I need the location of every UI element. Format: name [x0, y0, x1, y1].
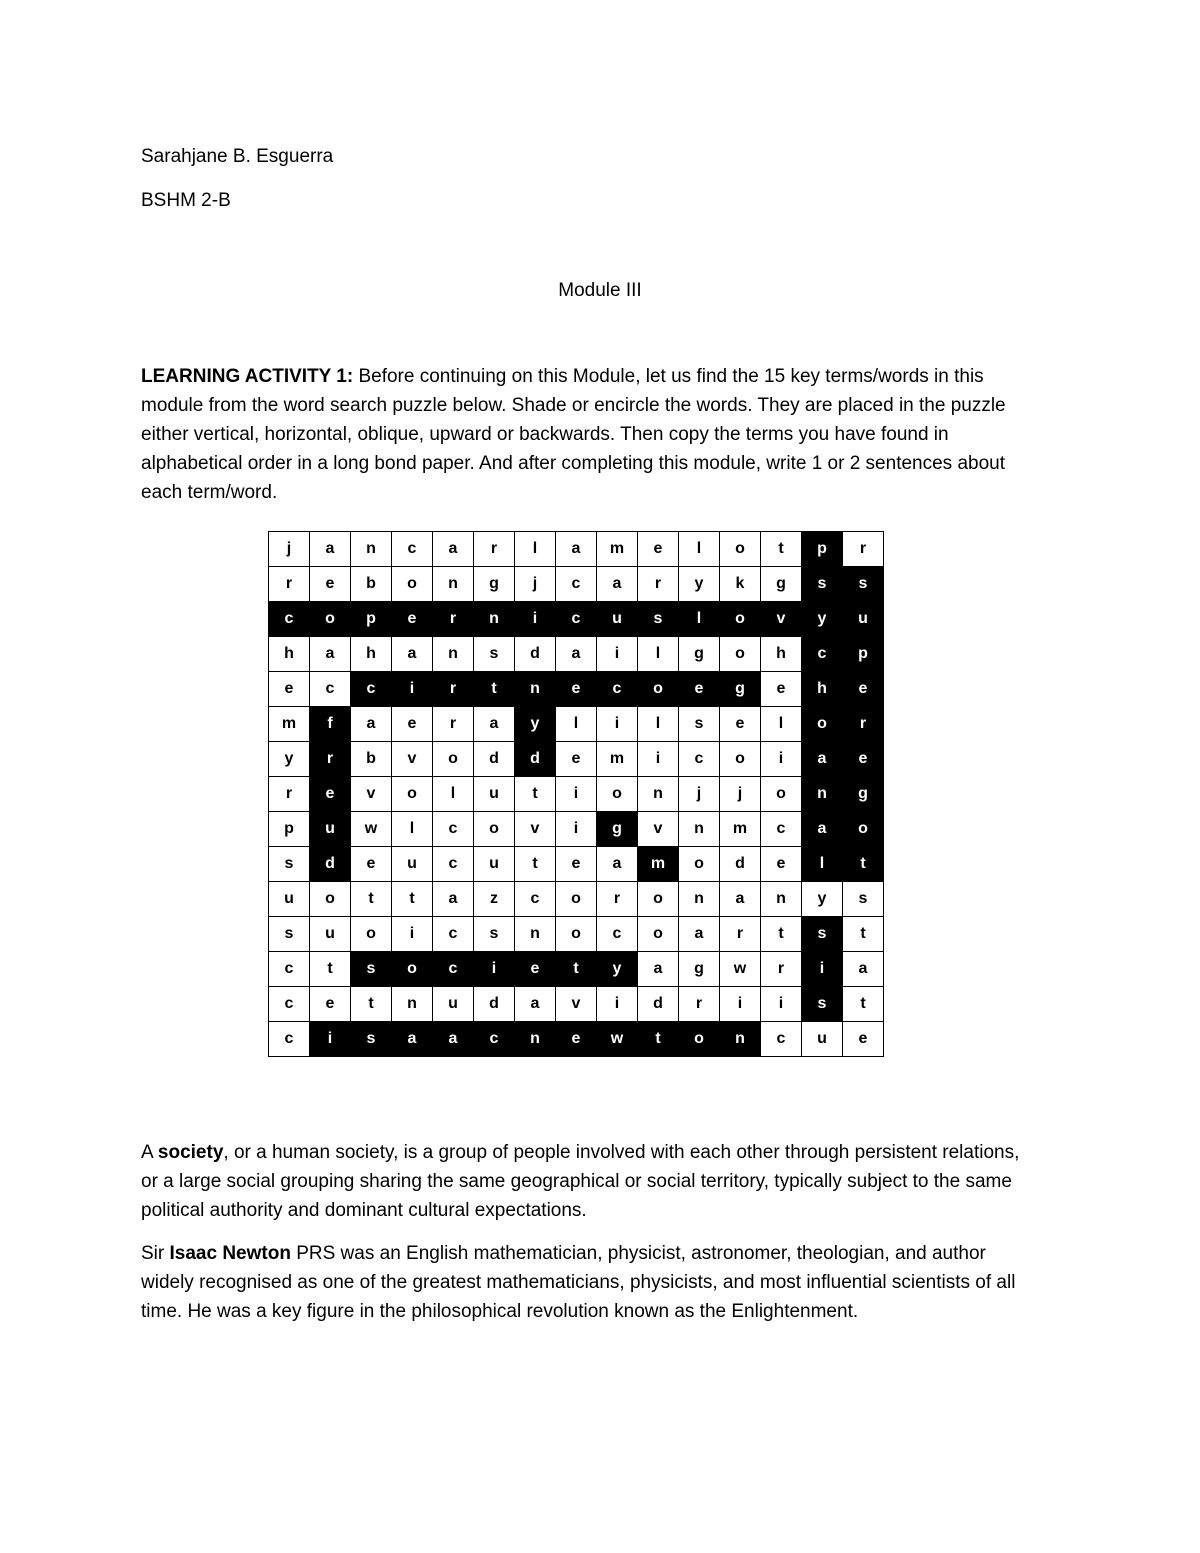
puzzle-cell[interactable]: o: [351, 917, 392, 952]
puzzle-cell[interactable]: m: [269, 707, 310, 742]
puzzle-cell[interactable]: a: [597, 567, 638, 602]
puzzle-row: [269, 567, 884, 602]
puzzle-cell[interactable]: d: [638, 987, 679, 1022]
puzzle-cell[interactable]: a: [433, 532, 474, 567]
puzzle-cell[interactable]: a: [720, 882, 761, 917]
puzzle-cell[interactable]: i: [802, 952, 843, 987]
puzzle-cell[interactable]: r: [597, 882, 638, 917]
puzzle-row: [269, 987, 884, 1022]
puzzle-cell[interactable]: r: [474, 532, 515, 567]
puzzle-cell[interactable]: v: [556, 987, 597, 1022]
puzzle-cell[interactable]: u: [802, 1022, 843, 1057]
puzzle-cell[interactable]: n: [515, 917, 556, 952]
puzzle-cell[interactable]: e: [556, 847, 597, 882]
module-title: Module III: [558, 280, 642, 301]
puzzle-cell[interactable]: c: [556, 602, 597, 637]
puzzle-cell[interactable]: t: [761, 532, 802, 567]
puzzle-cell[interactable]: c: [761, 812, 802, 847]
puzzle-cell[interactable]: e: [310, 987, 351, 1022]
puzzle-cell[interactable]: g: [597, 812, 638, 847]
instruction-line-5: each term/word.: [141, 482, 278, 503]
puzzle-cell[interactable]: l: [556, 707, 597, 742]
puzzle-cell[interactable]: c: [597, 917, 638, 952]
puzzle-cell[interactable]: e: [679, 672, 720, 707]
puzzle-cell[interactable]: o: [720, 602, 761, 637]
puzzle-cell[interactable]: r: [638, 567, 679, 602]
puzzle-cell[interactable]: s: [843, 882, 884, 917]
puzzle-cell[interactable]: m: [638, 847, 679, 882]
puzzle-cell[interactable]: l: [679, 532, 720, 567]
puzzle-cell[interactable]: o: [310, 602, 351, 637]
puzzle-cell[interactable]: n: [433, 637, 474, 672]
puzzle-cell[interactable]: c: [269, 1022, 310, 1057]
puzzle-cell[interactable]: o: [802, 707, 843, 742]
puzzle-cell[interactable]: p: [269, 812, 310, 847]
puzzle-cell[interactable]: e: [556, 672, 597, 707]
puzzle-cell[interactable]: d: [474, 987, 515, 1022]
puzzle-cell[interactable]: l: [433, 777, 474, 812]
puzzle-row: [269, 1022, 884, 1057]
puzzle-cell[interactable]: t: [351, 882, 392, 917]
puzzle-cell[interactable]: c: [269, 602, 310, 637]
puzzle-cell[interactable]: a: [310, 637, 351, 672]
puzzle-cell[interactable]: c: [474, 1022, 515, 1057]
puzzle-cell[interactable]: a: [802, 742, 843, 777]
puzzle-cell[interactable]: s: [269, 917, 310, 952]
puzzle-cell[interactable]: r: [843, 532, 884, 567]
society-line-3: political authority and dominant cultural expectations.: [141, 1200, 587, 1221]
puzzle-cell[interactable]: p: [351, 602, 392, 637]
society-paragraph: [141, 1138, 1071, 1225]
puzzle-cell[interactable]: r: [433, 602, 474, 637]
puzzle-cell[interactable]: o: [597, 777, 638, 812]
puzzle-cell[interactable]: c: [679, 742, 720, 777]
puzzle-row: [269, 952, 884, 987]
puzzle-cell[interactable]: n: [638, 777, 679, 812]
puzzle-cell[interactable]: z: [474, 882, 515, 917]
puzzle-cell[interactable]: m: [720, 812, 761, 847]
puzzle-cell[interactable]: a: [474, 707, 515, 742]
puzzle-cell[interactable]: i: [761, 742, 802, 777]
puzzle-cell[interactable]: u: [310, 812, 351, 847]
puzzle-cell[interactable]: o: [392, 777, 433, 812]
puzzle-cell[interactable]: i: [392, 672, 433, 707]
puzzle-cell[interactable]: n: [720, 1022, 761, 1057]
puzzle-cell[interactable]: a: [556, 532, 597, 567]
puzzle-cell[interactable]: e: [310, 567, 351, 602]
puzzle-cell[interactable]: s: [351, 952, 392, 987]
puzzle-cell[interactable]: e: [392, 602, 433, 637]
puzzle-cell[interactable]: c: [392, 532, 433, 567]
puzzle-cell[interactable]: g: [679, 952, 720, 987]
puzzle-cell[interactable]: b: [351, 742, 392, 777]
puzzle-cell[interactable]: a: [638, 952, 679, 987]
puzzle-cell[interactable]: s: [351, 1022, 392, 1057]
puzzle-cell[interactable]: l: [638, 637, 679, 672]
puzzle-cell[interactable]: s: [843, 567, 884, 602]
puzzle-cell[interactable]: n: [474, 602, 515, 637]
puzzle-cell[interactable]: n: [433, 567, 474, 602]
puzzle-cell[interactable]: c: [433, 847, 474, 882]
puzzle-cell[interactable]: i: [556, 777, 597, 812]
puzzle-cell[interactable]: o: [556, 882, 597, 917]
puzzle-cell[interactable]: i: [392, 917, 433, 952]
puzzle-cell[interactable]: o: [843, 812, 884, 847]
puzzle-cell[interactable]: v: [515, 812, 556, 847]
puzzle-cell[interactable]: e: [761, 672, 802, 707]
puzzle-cell[interactable]: g: [720, 672, 761, 707]
puzzle-cell[interactable]: h: [761, 637, 802, 672]
puzzle-cell[interactable]: t: [351, 987, 392, 1022]
puzzle-row: [269, 532, 884, 567]
puzzle-cell[interactable]: l: [802, 847, 843, 882]
puzzle-cell[interactable]: j: [269, 532, 310, 567]
puzzle-cell[interactable]: g: [474, 567, 515, 602]
puzzle-cell[interactable]: t: [515, 777, 556, 812]
puzzle-cell[interactable]: o: [720, 637, 761, 672]
puzzle-cell[interactable]: t: [515, 847, 556, 882]
puzzle-cell[interactable]: y: [679, 567, 720, 602]
puzzle-cell[interactable]: s: [474, 917, 515, 952]
puzzle-row: [269, 917, 884, 952]
puzzle-cell[interactable]: s: [802, 917, 843, 952]
puzzle-cell[interactable]: p: [802, 532, 843, 567]
puzzle-cell[interactable]: e: [392, 707, 433, 742]
puzzle-cell[interactable]: a: [351, 707, 392, 742]
puzzle-cell[interactable]: c: [433, 952, 474, 987]
puzzle-cell[interactable]: c: [269, 987, 310, 1022]
course-section: BSHM 2-B: [141, 190, 231, 211]
puzzle-cell[interactable]: u: [310, 917, 351, 952]
puzzle-cell[interactable]: y: [597, 952, 638, 987]
puzzle-cell[interactable]: c: [433, 917, 474, 952]
puzzle-cell[interactable]: n: [515, 672, 556, 707]
puzzle-cell[interactable]: c: [802, 637, 843, 672]
puzzle-cell[interactable]: e: [638, 532, 679, 567]
puzzle-cell[interactable]: e: [556, 1022, 597, 1057]
puzzle-cell[interactable]: e: [556, 742, 597, 777]
puzzle-cell[interactable]: h: [802, 672, 843, 707]
puzzle-cell[interactable]: l: [679, 602, 720, 637]
puzzle-cell[interactable]: t: [843, 917, 884, 952]
puzzle-cell[interactable]: o: [638, 882, 679, 917]
puzzle-row: [269, 637, 884, 672]
puzzle-cell[interactable]: s: [679, 707, 720, 742]
puzzle-cell[interactable]: c: [351, 672, 392, 707]
puzzle-row: [269, 672, 884, 707]
puzzle-cell[interactable]: k: [720, 567, 761, 602]
society-line-2: or a large social grouping sharing the same geographical or social territory, typically subject to the same: [141, 1171, 1012, 1192]
puzzle-cell[interactable]: o: [638, 917, 679, 952]
puzzle-cell[interactable]: t: [638, 1022, 679, 1057]
puzzle-cell[interactable]: l: [761, 707, 802, 742]
puzzle-cell[interactable]: a: [392, 1022, 433, 1057]
puzzle-cell[interactable]: t: [474, 672, 515, 707]
puzzle-cell[interactable]: s: [802, 567, 843, 602]
instruction-line-3: either vertical, horizontal, oblique, upward or backwards. Then copy the terms you have found in: [141, 424, 949, 445]
puzzle-cell[interactable]: u: [392, 847, 433, 882]
puzzle-cell[interactable]: e: [761, 847, 802, 882]
puzzle-cell[interactable]: h: [269, 637, 310, 672]
puzzle-cell[interactable]: o: [433, 742, 474, 777]
puzzle-cell[interactable]: u: [597, 602, 638, 637]
puzzle-cell[interactable]: u: [433, 987, 474, 1022]
puzzle-cell[interactable]: j: [679, 777, 720, 812]
puzzle-cell[interactable]: n: [515, 1022, 556, 1057]
puzzle-cell[interactable]: v: [392, 742, 433, 777]
puzzle-cell[interactable]: o: [679, 847, 720, 882]
puzzle-cell[interactable]: r: [433, 707, 474, 742]
puzzle-cell[interactable]: o: [679, 1022, 720, 1057]
newton-term: Isaac Newton: [169, 1243, 291, 1264]
puzzle-cell[interactable]: g: [679, 637, 720, 672]
puzzle-cell[interactable]: s: [638, 602, 679, 637]
puzzle-cell[interactable]: e: [843, 672, 884, 707]
student-name: Sarahjane B. Esguerra: [141, 146, 334, 167]
puzzle-row: [269, 882, 884, 917]
puzzle-cell[interactable]: o: [761, 777, 802, 812]
puzzle-cell[interactable]: g: [843, 777, 884, 812]
puzzle-cell[interactable]: y: [802, 882, 843, 917]
puzzle-cell[interactable]: v: [351, 777, 392, 812]
puzzle-cell[interactable]: e: [269, 672, 310, 707]
society-term: society: [157, 1142, 224, 1163]
activity-instructions: [141, 362, 1071, 507]
puzzle-cell[interactable]: a: [433, 882, 474, 917]
puzzle-cell[interactable]: v: [638, 812, 679, 847]
puzzle-cell[interactable]: h: [351, 637, 392, 672]
puzzle-cell[interactable]: a: [843, 952, 884, 987]
puzzle-cell[interactable]: y: [515, 707, 556, 742]
puzzle-cell[interactable]: i: [597, 637, 638, 672]
puzzle-cell[interactable]: r: [843, 707, 884, 742]
puzzle-cell[interactable]: j: [515, 567, 556, 602]
puzzle-cell[interactable]: e: [843, 1022, 884, 1057]
newton-line-3: time. He was a key figure in the philosophical revolution known as the Enlightenment.: [141, 1301, 859, 1322]
instruction-line-1: LEARNING ACTIVITY 1: Before continuing on this Module, let us find the 15 key terms/words in this: [141, 366, 984, 387]
puzzle-cell[interactable]: l: [392, 812, 433, 847]
puzzle-cell[interactable]: n: [679, 812, 720, 847]
puzzle-cell[interactable]: m: [597, 532, 638, 567]
puzzle-cell[interactable]: i: [761, 987, 802, 1022]
puzzle-row: [269, 742, 884, 777]
puzzle-cell[interactable]: o: [392, 952, 433, 987]
puzzle-cell[interactable]: o: [392, 567, 433, 602]
puzzle-cell[interactable]: r: [310, 742, 351, 777]
puzzle-cell[interactable]: n: [392, 987, 433, 1022]
puzzle-cell[interactable]: i: [474, 952, 515, 987]
puzzle-cell[interactable]: c: [556, 567, 597, 602]
puzzle-cell[interactable]: a: [515, 987, 556, 1022]
puzzle-cell[interactable]: o: [720, 742, 761, 777]
puzzle-cell[interactable]: r: [269, 777, 310, 812]
puzzle-cell[interactable]: a: [597, 847, 638, 882]
puzzle-cell[interactable]: r: [433, 672, 474, 707]
puzzle-cell[interactable]: u: [269, 882, 310, 917]
puzzle-cell[interactable]: p: [843, 637, 884, 672]
puzzle-cell[interactable]: a: [802, 812, 843, 847]
puzzle-cell[interactable]: t: [392, 882, 433, 917]
puzzle-cell[interactable]: i: [597, 707, 638, 742]
puzzle-cell[interactable]: d: [515, 742, 556, 777]
instruction-line-2: module from the word search puzzle below. Shade or encircle the words. They are placed in the puzzle: [141, 395, 1006, 416]
puzzle-cell[interactable]: l: [515, 532, 556, 567]
puzzle-cell[interactable]: c: [269, 952, 310, 987]
puzzle-cell[interactable]: s: [802, 987, 843, 1022]
puzzle-cell[interactable]: g: [761, 567, 802, 602]
puzzle-cell[interactable]: o: [638, 672, 679, 707]
puzzle-cell[interactable]: r: [720, 917, 761, 952]
puzzle-cell[interactable]: d: [310, 847, 351, 882]
activity-label: LEARNING ACTIVITY 1:: [141, 366, 354, 387]
puzzle-cell[interactable]: t: [843, 987, 884, 1022]
puzzle-cell[interactable]: c: [515, 882, 556, 917]
puzzle-cell[interactable]: e: [310, 777, 351, 812]
newton-line-1: Sir Isaac Newton PRS was an English mathematician, physicist, astronomer, theologian, and author: [141, 1243, 986, 1264]
puzzle-cell[interactable]: t: [556, 952, 597, 987]
puzzle-cell[interactable]: e: [843, 742, 884, 777]
newton-paragraph: [141, 1239, 1071, 1326]
puzzle-cell[interactable]: d: [474, 742, 515, 777]
puzzle-cell[interactable]: a: [310, 532, 351, 567]
puzzle-cell[interactable]: u: [474, 777, 515, 812]
puzzle-cell[interactable]: r: [761, 952, 802, 987]
puzzle-cell[interactable]: d: [515, 637, 556, 672]
instruction-line-4: alphabetical order in a long bond paper. And after completing this module, write 1 or 2 sentences about: [141, 453, 1005, 474]
puzzle-cell[interactable]: w: [597, 1022, 638, 1057]
puzzle-cell[interactable]: t: [843, 847, 884, 882]
society-line-1: A society, or a human society, is a group of people involved with each other through persistent relations,: [141, 1142, 1020, 1163]
puzzle-cell[interactable]: c: [597, 672, 638, 707]
puzzle-cell[interactable]: m: [597, 742, 638, 777]
puzzle-cell[interactable]: a: [679, 917, 720, 952]
word-search-grid: [268, 531, 884, 1057]
puzzle-cell[interactable]: n: [802, 777, 843, 812]
puzzle-cell[interactable]: o: [474, 812, 515, 847]
puzzle-row: [269, 812, 884, 847]
puzzle-row: [269, 847, 884, 882]
puzzle-cell[interactable]: e: [515, 952, 556, 987]
puzzle-cell[interactable]: o: [310, 882, 351, 917]
puzzle-cell[interactable]: n: [351, 532, 392, 567]
puzzle-cell[interactable]: c: [310, 672, 351, 707]
puzzle-cell[interactable]: i: [720, 987, 761, 1022]
puzzle-cell[interactable]: t: [761, 917, 802, 952]
puzzle-cell[interactable]: b: [351, 567, 392, 602]
puzzle-cell[interactable]: s: [474, 637, 515, 672]
puzzle-row: [269, 707, 884, 742]
puzzle-row: [269, 602, 884, 637]
puzzle-cell[interactable]: e: [720, 707, 761, 742]
puzzle-cell[interactable]: i: [556, 812, 597, 847]
puzzle-cell[interactable]: i: [597, 987, 638, 1022]
puzzle-cell[interactable]: a: [433, 1022, 474, 1057]
puzzle-row: [269, 777, 884, 812]
puzzle-cell[interactable]: w: [351, 812, 392, 847]
puzzle-cell[interactable]: i: [638, 742, 679, 777]
puzzle-cell[interactable]: s: [269, 847, 310, 882]
puzzle-cell[interactable]: r: [269, 567, 310, 602]
puzzle-cell[interactable]: o: [720, 532, 761, 567]
puzzle-cell[interactable]: l: [638, 707, 679, 742]
puzzle-cell[interactable]: o: [556, 917, 597, 952]
puzzle-cell[interactable]: f: [310, 707, 351, 742]
puzzle-cell[interactable]: c: [433, 812, 474, 847]
puzzle-cell[interactable]: u: [474, 847, 515, 882]
puzzle-cell[interactable]: e: [351, 847, 392, 882]
puzzle-cell[interactable]: a: [556, 637, 597, 672]
puzzle-cell[interactable]: t: [310, 952, 351, 987]
puzzle-cell[interactable]: a: [392, 637, 433, 672]
puzzle-cell[interactable]: y: [802, 602, 843, 637]
newton-line-2: widely recognised as one of the greatest mathematicians, physicists, and most influential scientists of all: [141, 1272, 1016, 1293]
puzzle-cell[interactable]: c: [761, 1022, 802, 1057]
puzzle-cell[interactable]: n: [761, 882, 802, 917]
puzzle-cell[interactable]: y: [269, 742, 310, 777]
puzzle-cell[interactable]: i: [310, 1022, 351, 1057]
puzzle-cell[interactable]: r: [679, 987, 720, 1022]
puzzle-cell[interactable]: n: [679, 882, 720, 917]
puzzle-cell[interactable]: v: [761, 602, 802, 637]
puzzle-cell[interactable]: j: [720, 777, 761, 812]
puzzle-cell[interactable]: i: [515, 602, 556, 637]
puzzle-cell[interactable]: w: [720, 952, 761, 987]
puzzle-cell[interactable]: d: [720, 847, 761, 882]
puzzle-cell[interactable]: u: [843, 602, 884, 637]
